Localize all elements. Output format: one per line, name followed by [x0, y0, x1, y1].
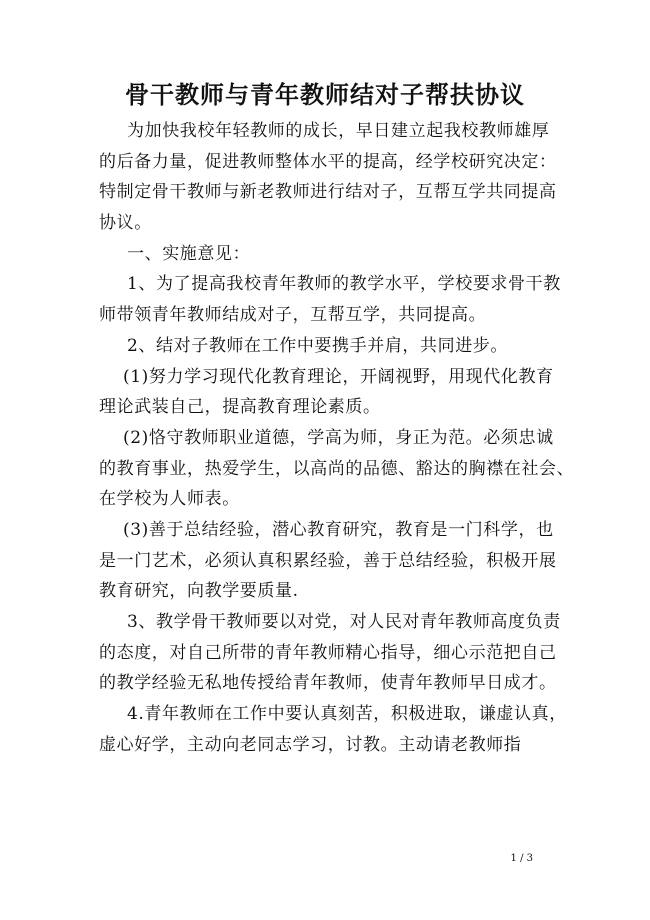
paragraph-line: 教育研究，向教学要质量. [99, 581, 299, 602]
paragraph-line: 的教育事业，热爱学生，以高尚的品德、豁达的胸襟在社会、 [99, 458, 575, 479]
paragraph-line: 师带领青年教师结成对子，互帮互学，共同提高。 [99, 305, 487, 326]
paragraph-line: 虚心好学，主动向老同志学习，讨教。主动请老教师指 [99, 734, 522, 755]
paragraph-line: 为加快我校年轻教师的成长，早日建立起我校教师雄厚 [127, 121, 550, 141]
paragraph-line: 是一门艺术，必须认真积累经验，善于总结经验，积极开展 [99, 550, 557, 571]
paragraph-line: 在学校为人师表。 [99, 489, 240, 510]
paragraph-line: 的教学经验无私地传授给青年教师，使青年教师早日成才。 [99, 673, 557, 694]
paragraph-line: 的后备力量，促进教师整体水平的提高，经学校研究决定： [99, 151, 557, 172]
paragraph-line: 3、教学骨干教师要以对党，对人民对青年教师高度负责 [127, 612, 561, 632]
paragraph-line: (3)善于总结经验，潜心教育研究，教育是一门科学，也 [123, 519, 554, 540]
paragraph-line: (2)恪守教师职业道德，学高为师，身正为范。必须忠诚 [123, 427, 554, 448]
paragraph-line: 的态度，对自己所带的青年教师精心指导，细心示范把自己 [99, 642, 557, 663]
paragraph-line: 1、为了提高我校青年教师的教学水平，学校要求骨干教 [127, 274, 561, 295]
page-number [0, 852, 650, 866]
document-title: 骨干教师与青年教师结对子帮扶协议 [125, 80, 525, 109]
paragraph-line: 4.青年教师在工作中要认真刻苦，积极进取，谦虚认真， [127, 704, 567, 725]
paragraph-line: (1)努力学习现代化教育理论，开阔视野，用现代化教育 [123, 366, 554, 387]
section-heading: 一、实施意见： [127, 243, 251, 264]
document-body [99, 116, 575, 760]
paragraph-line: 2、结对子教师在工作中要携手并肩，共同进步。 [127, 335, 509, 356]
page-number-text: 1 / 3 [510, 853, 533, 864]
paragraph-line: 协议。 [99, 213, 152, 234]
paragraph-line: 理论武装自己，提高教育理论素质。 [99, 397, 381, 418]
paragraph-line: 特制定骨干教师与新老教师进行结对子，互帮互学共同提高 [99, 182, 557, 203]
